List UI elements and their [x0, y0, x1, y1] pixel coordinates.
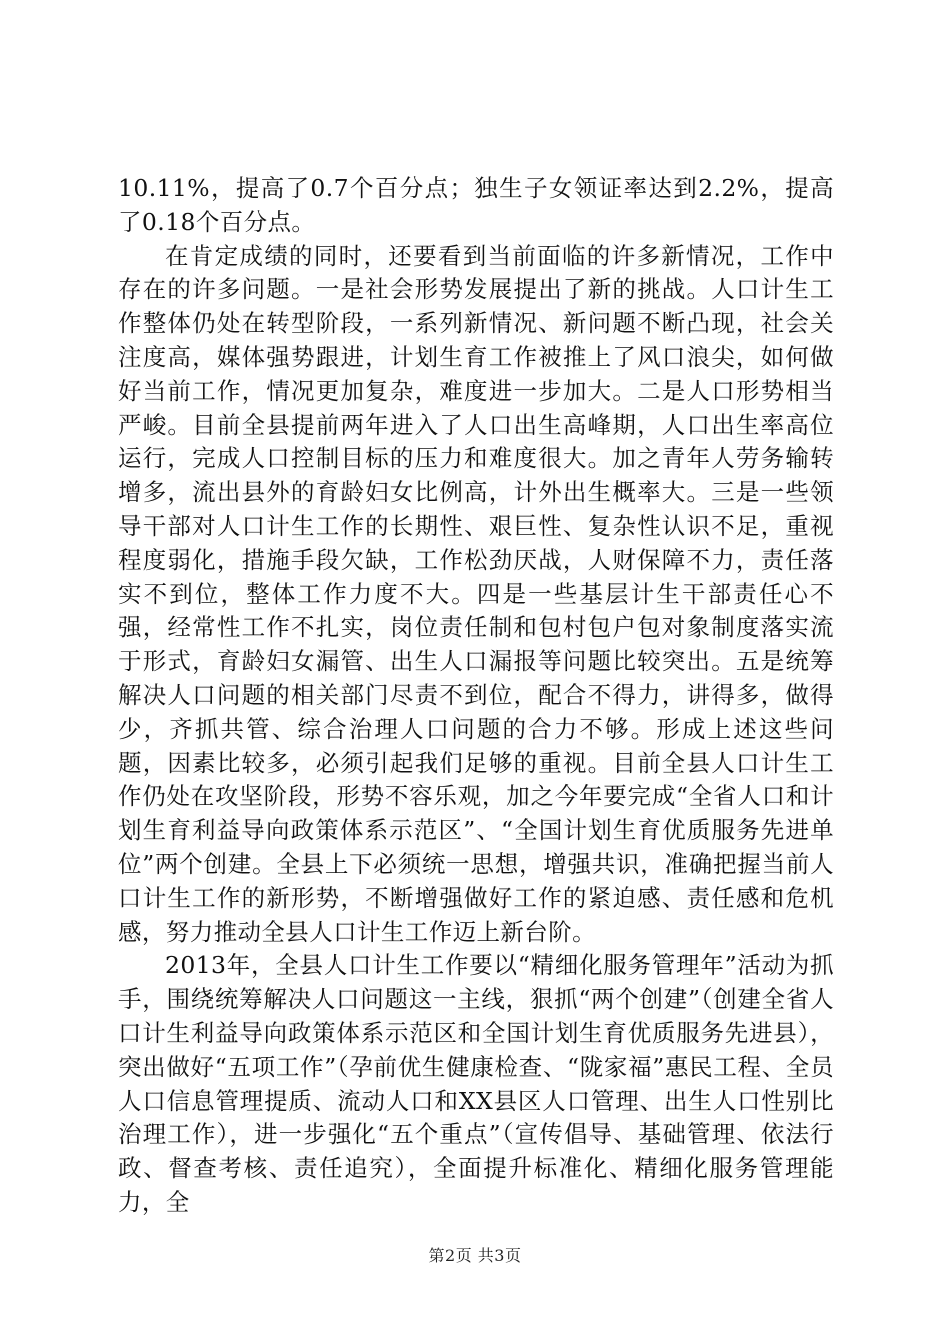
paragraph-problems: 在肯定成绩的同时，还要看到当前面临的许多新情况，工作中存在的许多问题。一是社会形势发展提出了新的挑战。人口计生工作整体仍处在转型阶段，一系列新情况、新问题不断凸现，社会关注度高，媒体强势跟进，计划生育工作被推上了风口浪尖，如何做好当前工作，情况更加复杂，难度进一步加大。二是人口形势相当严峻。目前全县提前两年进入了人口出生高峰期，人口出生率高位运行，完成人口控制目标的压力和难度很大。加之青年人劳务输转增多，流出县外的育龄妇女比例高，计外出生概率大。三是一些领导干部对人口计生工作的长期性、艰巨性、复杂性认识不足，重视程度弱化，措施手段欠缺，工作松劲厌战，人财保障不力，责任落实不到位，整体工作力度不大。四是一些基层计生干部责任心不强，经常性工作不扎实，岗位责任制和包村包户包对象制度落实流于形式，育龄妇女漏管、出生人口漏报等问题比较突出。五是统筹解决人口问题的相关部门尽责不到位，配合不得力，讲得多，做得少，齐抓共管、综合治理人口问题的合力不够。形成上述这些问题，因素比较多，必须引起我们足够的重视。目前全县人口计生工作仍处在攻坚阶段，形势不容乐观，加之今年要完成“全省人口和计划生育利益导向政策体系示范区”、“全国计划生育优质服务先进单位”两个创建。全县上下必须统一思想，增强共识，准确把握当前人口计生工作的新形势，不断增强做好工作的紧迫感、责任感和危机感，努力推动全县人口计生工作迈上新台阶。 — [118, 241, 834, 946]
paragraph-2013-plan: 2013年，全县人口计生工作要以“精细化服务管理年”活动为抓手，围绕统筹解决人口问题这一主线，狠抓“两个创建”（创建全省人口计生利益导向政策体系示范区和全国计划生育优质服务先进县），突出做好“五项工作”（孕前优生健康检查、“陇家福”惠民工程、全员人口信息管理提质、流动人口和XX县区人口管理、出生人口性别比治理工作），进一步强化“五个重点”（宣传倡导、基础管理、依法行政、督查考核、责任追究），全面提升标准化、精细化服务管理能力，全 — [118, 951, 834, 1216]
page-footer: 第2页 共3页 — [428, 1246, 522, 1265]
paragraph-continuation: 10.11%，提高了0.7个百分点；独生子女领证率达到2.2%，提高了0.18个百分点。 — [118, 174, 834, 236]
document-body — [118, 172, 834, 1220]
